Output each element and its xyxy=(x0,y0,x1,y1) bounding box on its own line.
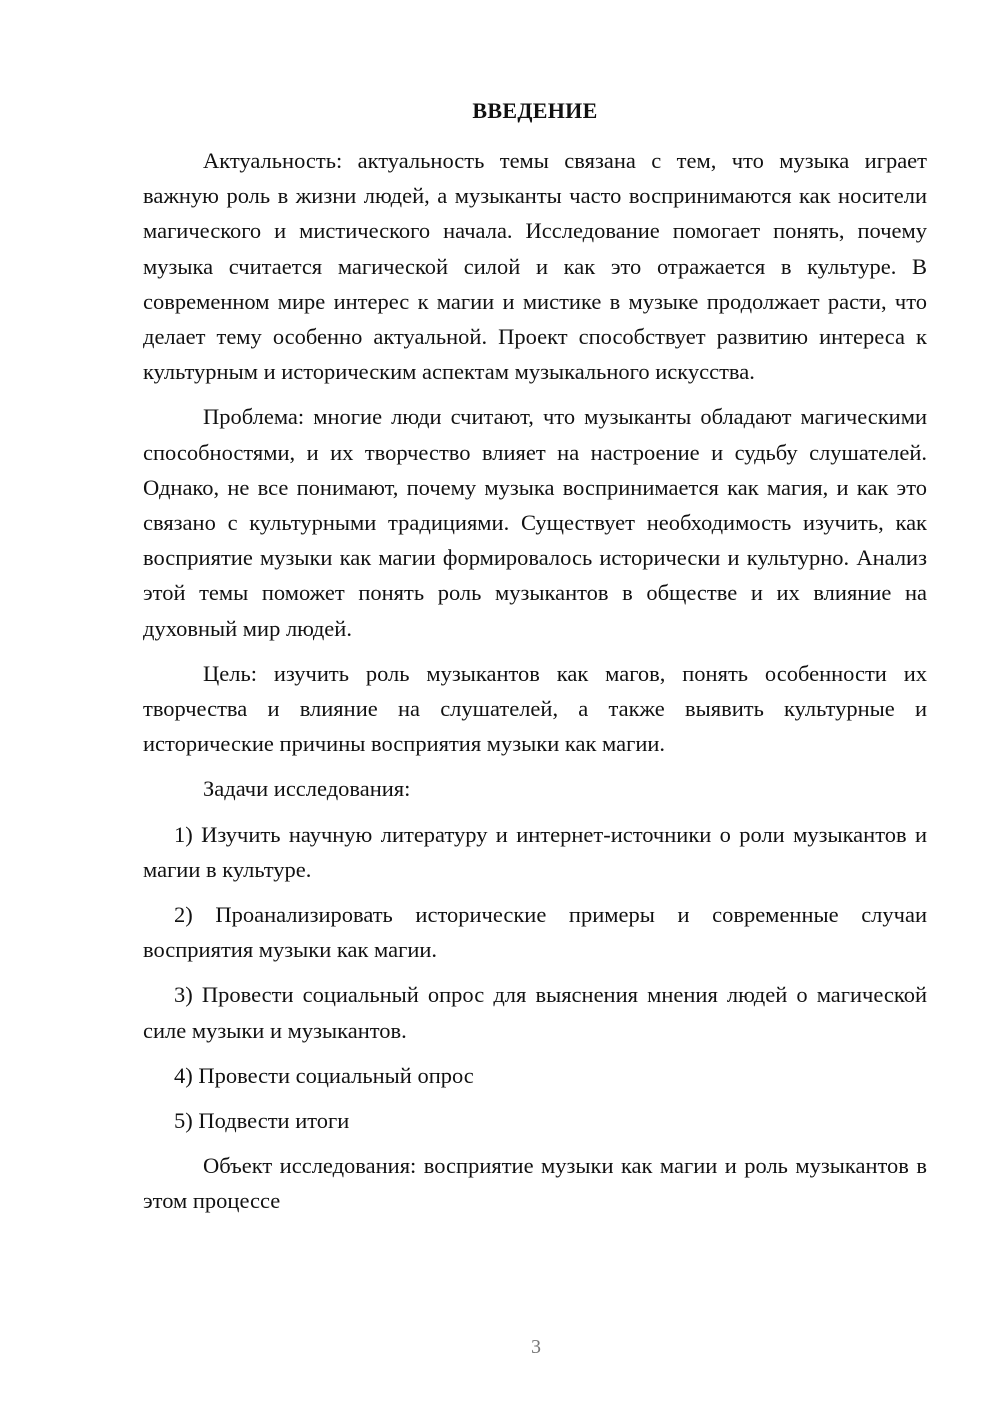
section-title: ВВЕДЕНИЕ xyxy=(472,98,598,123)
task-item-3: 3) Провести социальный опрос для выяснения мнения людей о магической силе музыки и музыкантов. xyxy=(143,982,927,1043)
paragraph-object: Объект исследования: восприятие музыки как магии и роль музыкантов в этом процессе xyxy=(143,1153,927,1214)
task-item-4: 4) Провести социальный опрос xyxy=(174,1062,474,1088)
paragraph-problem: Проблема: многие люди считают, что музыканты обладают магическими способностями, и их творчество влияет на настроение и судьбу слушателей. Однако, не все понимают, почему музыка воспринимается как магия, и как это связано с культурными традициями. Существует необходимость изучить, как восприятие музыки как магии формировалось исторически и культурно. Анализ этой темы поможет понять роль музыкантов в обществе и их влияние на духовный мир людей. xyxy=(143,404,927,641)
paragraph-goal: Цель: изучить роль музыкантов как магов, понять особенности их творчества и влияние на слушателей, а также выявить культурные и исторические причины восприятия музыки как магии. xyxy=(143,660,927,757)
task-item-5: 5) Подвести итоги xyxy=(174,1108,350,1134)
task-item-2: 2) Проанализировать исторические примеры и современные случаи восприятия музыки как магии. xyxy=(143,902,927,963)
paragraph-relevance: Актуальность: актуальность темы связана с тем, что музыка играет важную роль в жизни людей, а музыканты часто воспринимаются как носители магического и мистического начала. Исследование помогает понять, почему музыка считается магической силой и как это отражается в культуре. В современном мире интерес к магии и мистике в музыке продолжает расти, что делает тему особенно актуальной. Проект способствует развитию интереса к культурным и историческим аспектам музыкального искусства. xyxy=(143,148,927,385)
task-item-1: 1) Изучить научную литературу и интернет-источники о роли музыкантов и магии в культуре. xyxy=(143,821,927,882)
page-number: 3 xyxy=(531,1336,541,1358)
body-text xyxy=(143,143,927,1229)
paragraph-tasks-heading: Задачи исследования: xyxy=(203,776,411,802)
